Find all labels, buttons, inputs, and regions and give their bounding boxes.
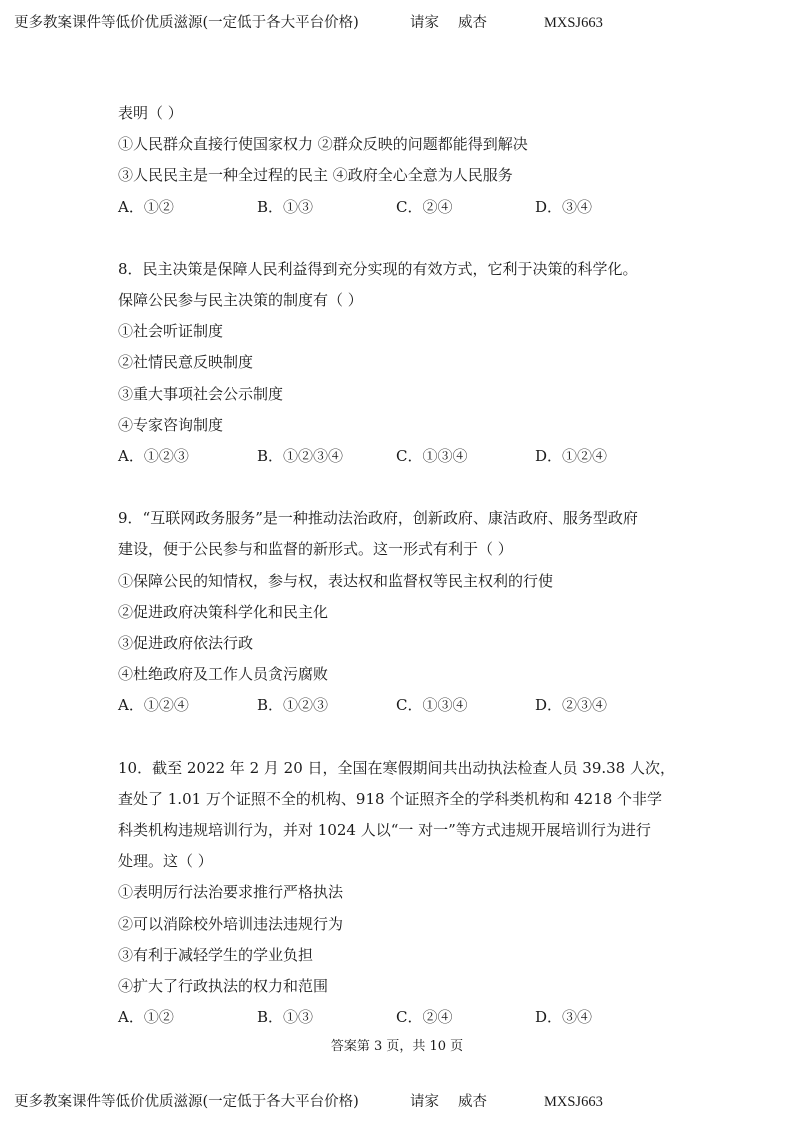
option-b[interactable]: B．①③ <box>257 1008 314 1027</box>
option-b[interactable]: B．①③ <box>257 197 314 216</box>
option-d[interactable]: D．②③④ <box>535 696 608 715</box>
document-body <box>118 98 678 1033</box>
banner-contact-1: 请家 <box>410 15 439 31</box>
question-stem: 查处了 1.01 万个证照不全的机构、918 个证照齐全的学科类机构和 4218 个非学 <box>118 789 663 808</box>
statement-line: ②社情民意反映制度 <box>118 353 254 372</box>
option-a[interactable]: A．①②③ <box>118 447 189 466</box>
statement-line: ③有利于减轻学生的学业负担 <box>118 945 314 964</box>
statement-line: ①人民群众直接行使国家权力 ②群众反映的问题都能得到解决 <box>118 135 528 154</box>
option-c[interactable]: C．②④ <box>396 1008 453 1027</box>
option-c[interactable]: C．②④ <box>396 197 453 216</box>
statement-line: ③重大事项社会公示制度 <box>118 384 284 403</box>
statement-line: ③促进政府依法行政 <box>118 634 254 653</box>
question-7 <box>118 98 678 223</box>
question-stem: 表明（ ） <box>118 104 183 122</box>
question-stem: 8．民主决策是保障人民利益得到充分实现的有效方式，它利于决策的科学化。 <box>118 259 638 278</box>
banner-text: 更多教案课件等低价优质滋源(一定低于各大平台价格) <box>14 15 359 31</box>
option-b[interactable]: B．①②③ <box>257 696 329 715</box>
statement-line: ③人民民主是一种全过程的民主 ④政府全心全意为人民服务 <box>118 166 513 185</box>
question-8 <box>118 254 678 472</box>
banner-contact-2: 威杏 <box>458 1094 487 1110</box>
answer-options <box>118 690 678 721</box>
option-c[interactable]: C．①③④ <box>396 696 468 715</box>
footer-banner <box>14 1092 603 1112</box>
option-a[interactable]: A．①② <box>118 1008 174 1027</box>
statement-line: ④杜绝政府及工作人员贪污腐败 <box>118 665 329 684</box>
answer-options <box>118 192 678 223</box>
option-c[interactable]: C．①③④ <box>396 447 468 466</box>
question-9 <box>118 503 678 721</box>
banner-contact-1: 请家 <box>410 1094 439 1110</box>
question-stem: 保障公民参与民主决策的制度有（ ） <box>118 291 363 310</box>
question-stem: 建设，便于公民参与和监督的新形式。这一形式有利于（ ） <box>118 540 513 559</box>
statement-line: ②促进政府决策科学化和民主化 <box>118 602 329 621</box>
statement-line: ①社会听证制度 <box>118 322 224 341</box>
question-stem: 10．截至 2022 年 2 月 20 日，全国在寒假期间共出动执法检查人员 39.38 人次， <box>118 758 675 777</box>
question-stem: 9．“互联网政务服务”是一种推动法治政府，创新政府、康洁政府、服务型政府 <box>118 509 638 528</box>
page-number: 答案第 3 页，共 10 页 <box>330 1039 464 1054</box>
option-b[interactable]: B．①②③④ <box>257 447 344 466</box>
statement-line: ①表明厉行法治要求推行严格执法 <box>118 883 344 902</box>
option-d[interactable]: D．③④ <box>535 197 593 216</box>
option-d[interactable]: D．③④ <box>535 1008 593 1027</box>
statement-line: ④专家咨询制度 <box>118 415 224 434</box>
banner-code: MXSJ663 <box>544 1094 603 1110</box>
option-a[interactable]: A．①②④ <box>118 696 189 715</box>
statement-line: ④扩大了行政执法的权力和范围 <box>118 977 329 996</box>
option-d[interactable]: D．①②④ <box>535 447 608 466</box>
banner-code: MXSJ663 <box>544 15 603 31</box>
option-a[interactable]: A．①② <box>118 197 174 216</box>
banner-contact-2: 威杏 <box>458 15 487 31</box>
question-10 <box>118 753 678 1034</box>
header-banner <box>14 13 603 33</box>
statement-line: ①保障公民的知情权，参与权，表达权和监督权等民主权利的行使 <box>118 571 554 590</box>
statement-line: ②可以消除校外培训违法违规行为 <box>118 914 344 933</box>
banner-text: 更多教案课件等低价优质滋源(一定低于各大平台价格) <box>14 1094 359 1110</box>
answer-options <box>118 441 678 472</box>
question-stem: 科类机构违规培训行为，并对 1024 人以“一 对一”等方式违规开展培训行为进行 <box>118 821 651 840</box>
question-stem: 处理。这（ ） <box>118 852 213 871</box>
answer-options <box>118 1002 678 1033</box>
